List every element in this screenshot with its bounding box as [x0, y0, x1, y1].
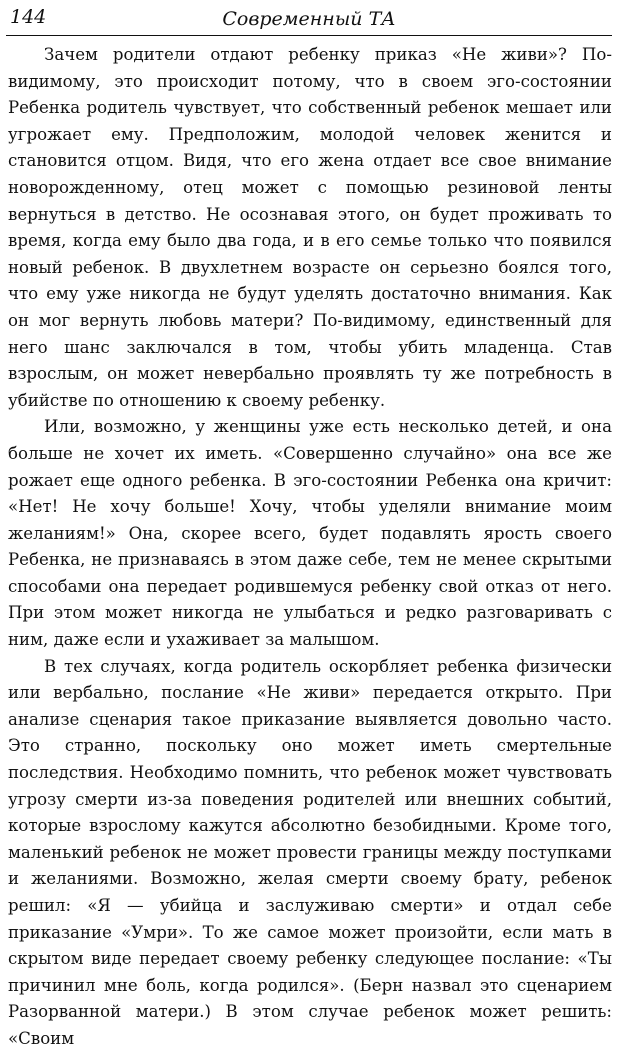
paragraph: Или, возможно, у женщины уже есть несколько детей, и она больше не хочет их иметь. «Совершенно случайно» она все же рожает еще одного ребенка. В эго-состоянии Ребенка она кричит: «Нет! Не хочу больше! Хочу, чтобы уделяли внимание моим желаниям!» Она, скорее всего, будет подавлять ярость своего Ребенка, не признаваясь в этом даже себе, тем не менее скрытыми способами она передает родившемуся ребенку свой отказ от него. При этом может никогда не улыбаться и редко разговаривать с ним, даже если и ухаживает за малышом.	[8, 417, 612, 650]
header-rule	[6, 35, 612, 36]
page-header	[6, 6, 612, 38]
running-title: Современный ТА	[222, 8, 396, 30]
paragraph: В тех случаях, когда родитель оскорбляет ребенка физически или вербально, послание «Не живи» передается открыто. При анализе сценария такое приказание выявляется довольно часто. Это странно, поскольку оно может иметь смертельные последствия. Необходимо помнить, что ребенок может чувствовать угрозу смерти из-за поведения родителей или внешних событий, которые взрослому кажутся абсолютно безобидными. Кроме того, маленький ребенок не может провести границы между поступками и желаниями. Возможно, желая смерти своему брату, ребенок решил: «Я — убийца и заслуживаю смерти» и отдал себе приказание «Умри». То же самое может произойти, если мать в скрытом виде передает своему ребенку следующее послание: «Ты причинил мне боль, когда родился». (Берн назвал это сценарием Разорванной матери.) В этом случае ребенок может решить: «Своим	[8, 656, 612, 1048]
paragraph: Зачем родители отдают ребенку приказ «Не живи»? По-видимому, это происходит потому, что в своем эго-состоянии Ребенка родитель чувствует, что собственный ребенок мешает или угрожает ему. Предположим, молодой человек женится и становится отцом. Видя, что его жена отдает все свое внимание новорожденному, отец может с помощью резиновой ленты вернуться в детство. Не осознавая этого, он будет проживать то время, когда ему было два года, и в его семье только что появился новый ребенок. В двухлетнем возрасте он серьезно боялся того, что ему уже никогда не будут уделять достаточно внимания. Как он мог вернуть любовь матери? По-видимому, единственный для него шанс заключался в том, чтобы убить младенца. Став взрослым, он может невербально проявлять ту же потребность в убийстве по отношению к своему ребенку.	[8, 45, 612, 410]
page-number: 144	[10, 6, 47, 28]
body-text	[8, 42, 612, 1053]
